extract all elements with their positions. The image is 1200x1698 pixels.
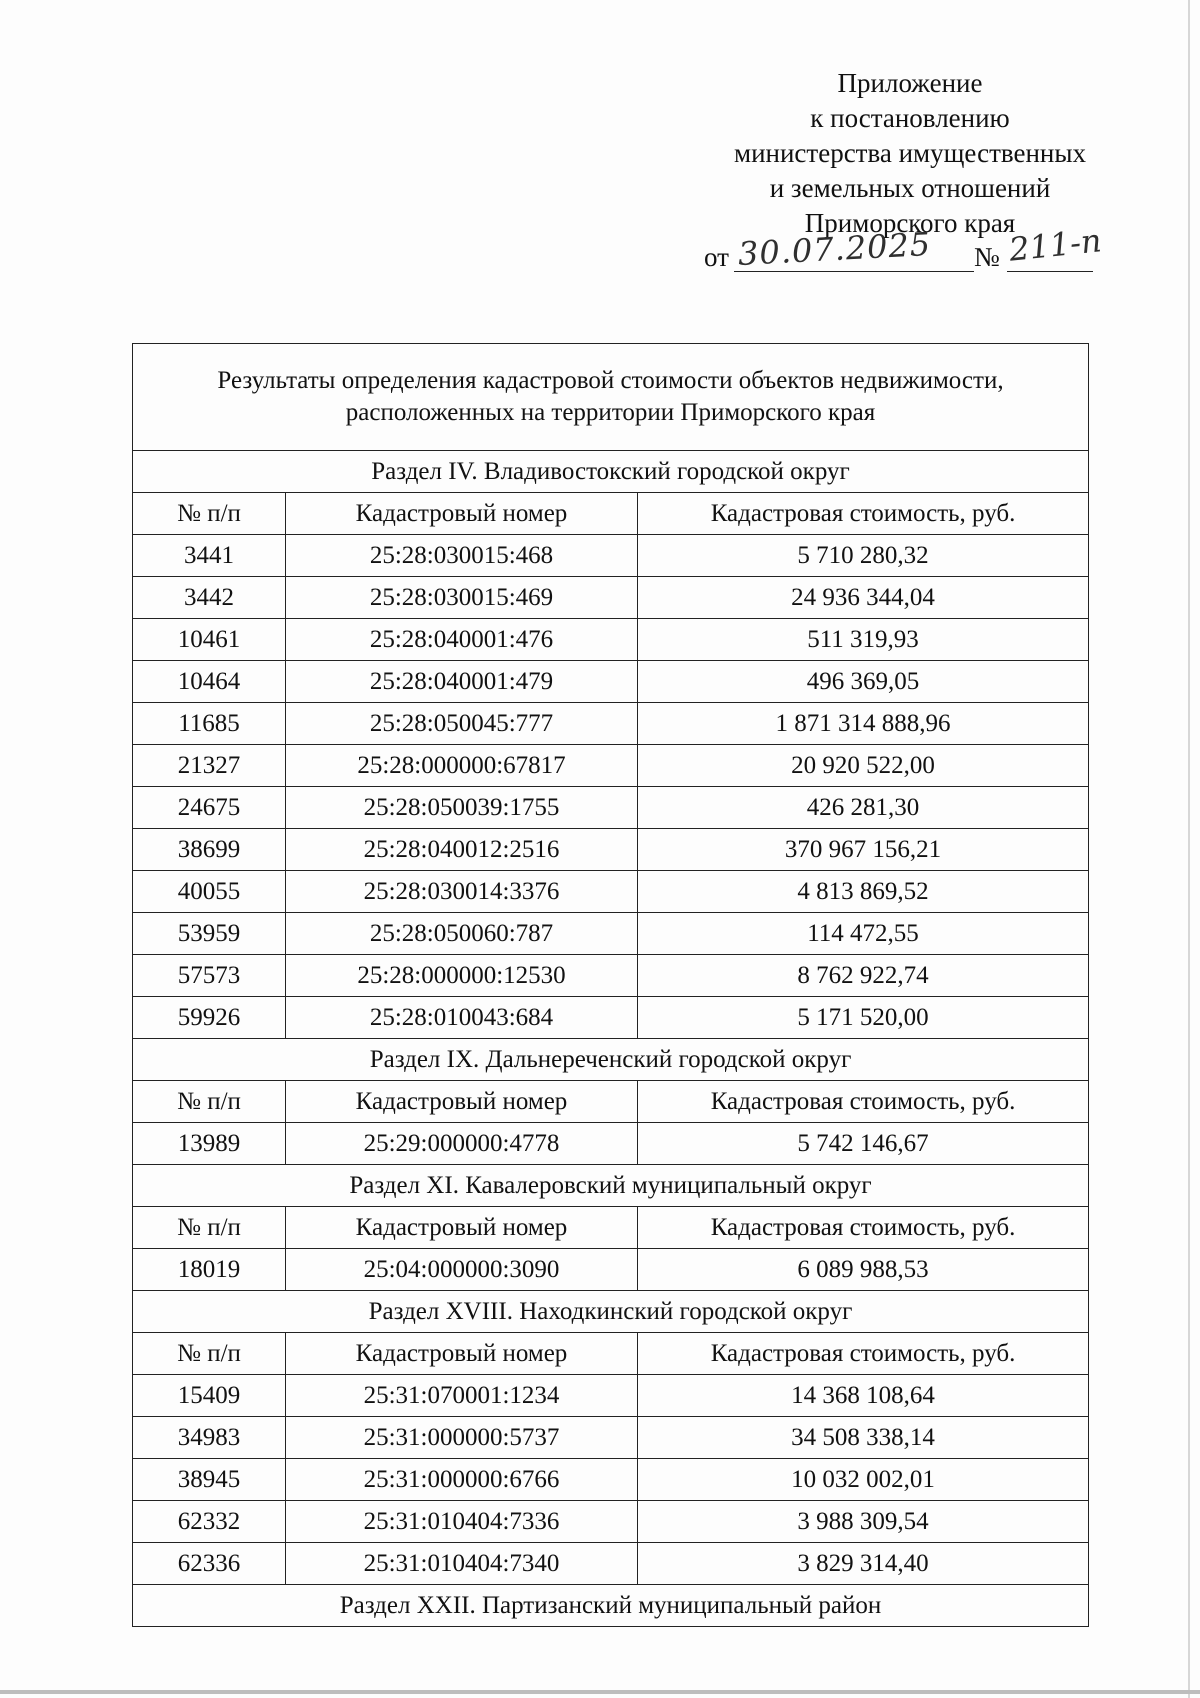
number-underline (1007, 271, 1093, 272)
cell-number: 3442 (133, 577, 286, 619)
number-prefix: № (974, 242, 1000, 272)
cell-number: 13989 (133, 1123, 286, 1165)
table-row (133, 703, 1089, 745)
cell-cadastral-value: 1 871 314 888,96 (638, 703, 1089, 745)
header-line-2: к постановлению (810, 103, 1010, 133)
header-line-5: Приморского края (804, 208, 1016, 238)
cell-cadastral-value: 370 967 156,21 (638, 829, 1089, 871)
page-edge-bottom (0, 1690, 1200, 1694)
cell-cadastral-number: 25:28:000000:12530 (286, 955, 638, 997)
cell-cadastral-number: 25:28:030015:469 (286, 577, 638, 619)
cell-number: 15409 (133, 1375, 286, 1417)
cell-cadastral-value: 114 472,55 (638, 913, 1089, 955)
column-header-row (133, 1081, 1089, 1123)
cell-number: 3441 (133, 535, 286, 577)
cell-number: 21327 (133, 745, 286, 787)
column-header-cadastral: Кадастровый номер (286, 1207, 638, 1249)
table-body (133, 344, 1089, 1627)
handwritten-number: 211-п (1007, 221, 1104, 269)
table-row (133, 1501, 1089, 1543)
cell-number: 62336 (133, 1543, 286, 1585)
section-title: Раздел XI. Кавалеровский муниципальный округ (133, 1165, 1089, 1207)
date-prefix: от (704, 242, 729, 272)
section-title: Раздел IX. Дальнереченский городской округ (133, 1039, 1089, 1081)
column-header-number: № п/п (133, 1333, 286, 1375)
cell-number: 18019 (133, 1249, 286, 1291)
cell-number: 40055 (133, 871, 286, 913)
cell-number: 62332 (133, 1501, 286, 1543)
table-row (133, 661, 1089, 703)
cell-cadastral-number: 25:29:000000:4778 (286, 1123, 638, 1165)
cell-cadastral-number: 25:28:040012:2516 (286, 829, 638, 871)
cell-cadastral-value: 4 813 869,52 (638, 871, 1089, 913)
cell-cadastral-value: 5 710 280,32 (638, 535, 1089, 577)
column-header-value: Кадастровая стоимость, руб. (638, 1207, 1089, 1249)
cell-cadastral-number: 25:28:050045:777 (286, 703, 638, 745)
table-row (133, 829, 1089, 871)
table-row (133, 997, 1089, 1039)
table-row (133, 871, 1089, 913)
table-row (133, 745, 1089, 787)
cell-cadastral-number: 25:28:000000:67817 (286, 745, 638, 787)
cell-number: 24675 (133, 787, 286, 829)
cell-cadastral-value: 5 742 146,67 (638, 1123, 1089, 1165)
column-header-number: № п/п (133, 493, 286, 535)
cell-cadastral-value: 511 319,93 (638, 619, 1089, 661)
column-header-cadastral: Кадастровый номер (286, 1081, 638, 1123)
cell-cadastral-number: 25:31:000000:6766 (286, 1459, 638, 1501)
table-row (133, 1417, 1089, 1459)
cell-number: 59926 (133, 997, 286, 1039)
table-row (133, 619, 1089, 661)
cell-cadastral-number: 25:28:040001:476 (286, 619, 638, 661)
handwritten-date: 30.07.2025 (737, 224, 933, 274)
table-row (133, 787, 1089, 829)
column-header-row (133, 493, 1089, 535)
column-header-value: Кадастровая стоимость, руб. (638, 1333, 1089, 1375)
cell-number: 11685 (133, 703, 286, 745)
table-row (133, 955, 1089, 997)
cell-number: 34983 (133, 1417, 286, 1459)
cell-cadastral-value: 6 089 988,53 (638, 1249, 1089, 1291)
cell-cadastral-number: 25:04:000000:3090 (286, 1249, 638, 1291)
table-row (133, 535, 1089, 577)
section-row (133, 1291, 1089, 1333)
section-title: Раздел IV. Владивостокский городской округ (133, 451, 1089, 493)
header-line-1: Приложение (837, 68, 983, 98)
cell-cadastral-number: 25:31:000000:5737 (286, 1417, 638, 1459)
column-header-value: Кадастровая стоимость, руб. (638, 1081, 1089, 1123)
cell-cadastral-value: 24 936 344,04 (638, 577, 1089, 619)
section-title: Раздел XXII. Партизанский муниципальный район (133, 1585, 1089, 1627)
appendix-header (700, 66, 1120, 241)
column-header-cadastral: Кадастровый номер (286, 493, 638, 535)
cell-number: 53959 (133, 913, 286, 955)
header-line-3: министерства имущественных (734, 138, 1086, 168)
cell-cadastral-value: 3 829 314,40 (638, 1543, 1089, 1585)
section-row (133, 451, 1089, 493)
cell-cadastral-number: 25:28:030014:3376 (286, 871, 638, 913)
table-row (133, 1375, 1089, 1417)
cell-cadastral-number: 25:28:030015:468 (286, 535, 638, 577)
cell-number: 38945 (133, 1459, 286, 1501)
cell-cadastral-number: 25:31:010404:7340 (286, 1543, 638, 1585)
cell-cadastral-value: 20 920 522,00 (638, 745, 1089, 787)
cell-cadastral-number: 25:31:070001:1234 (286, 1375, 638, 1417)
cell-cadastral-value: 3 988 309,54 (638, 1501, 1089, 1543)
section-row (133, 1165, 1089, 1207)
column-header-cadastral: Кадастровый номер (286, 1333, 638, 1375)
cell-cadastral-number: 25:31:010404:7336 (286, 1501, 638, 1543)
cell-cadastral-value: 8 762 922,74 (638, 955, 1089, 997)
table-row (133, 1543, 1089, 1585)
cell-number: 57573 (133, 955, 286, 997)
table-row (133, 913, 1089, 955)
table-row (133, 1459, 1089, 1501)
column-header-number: № п/п (133, 1207, 286, 1249)
cell-cadastral-number: 25:28:050060:787 (286, 913, 638, 955)
cell-cadastral-number: 25:28:010043:684 (286, 997, 638, 1039)
column-header-row (133, 1333, 1089, 1375)
cell-cadastral-value: 10 032 002,01 (638, 1459, 1089, 1501)
table-title-row (133, 344, 1089, 451)
table-row (133, 577, 1089, 619)
cell-cadastral-value: 14 368 108,64 (638, 1375, 1089, 1417)
cell-cadastral-value: 426 281,30 (638, 787, 1089, 829)
cell-cadastral-number: 25:28:050039:1755 (286, 787, 638, 829)
cell-cadastral-number: 25:28:040001:479 (286, 661, 638, 703)
section-row (133, 1585, 1089, 1627)
header-line-4: и земельных отношений (769, 173, 1051, 203)
table-row (133, 1123, 1089, 1165)
cell-cadastral-value: 496 369,05 (638, 661, 1089, 703)
column-header-number: № п/п (133, 1081, 286, 1123)
cell-number: 10461 (133, 619, 286, 661)
table-title: Результаты определения кадастровой стоимости объектов недвижимости, расположенных на территории Приморского края (133, 344, 1089, 451)
table-row (133, 1249, 1089, 1291)
section-row (133, 1039, 1089, 1081)
cell-number: 10464 (133, 661, 286, 703)
cell-cadastral-value: 5 171 520,00 (638, 997, 1089, 1039)
cadastral-value-table (132, 343, 1089, 1627)
section-title: Раздел XVIII. Находкинский городской округ (133, 1291, 1089, 1333)
column-header-value: Кадастровая стоимость, руб. (638, 493, 1089, 535)
cell-number: 38699 (133, 829, 286, 871)
cell-cadastral-value: 34 508 338,14 (638, 1417, 1089, 1459)
column-header-row (133, 1207, 1089, 1249)
page-edge-right (1188, 0, 1190, 1698)
